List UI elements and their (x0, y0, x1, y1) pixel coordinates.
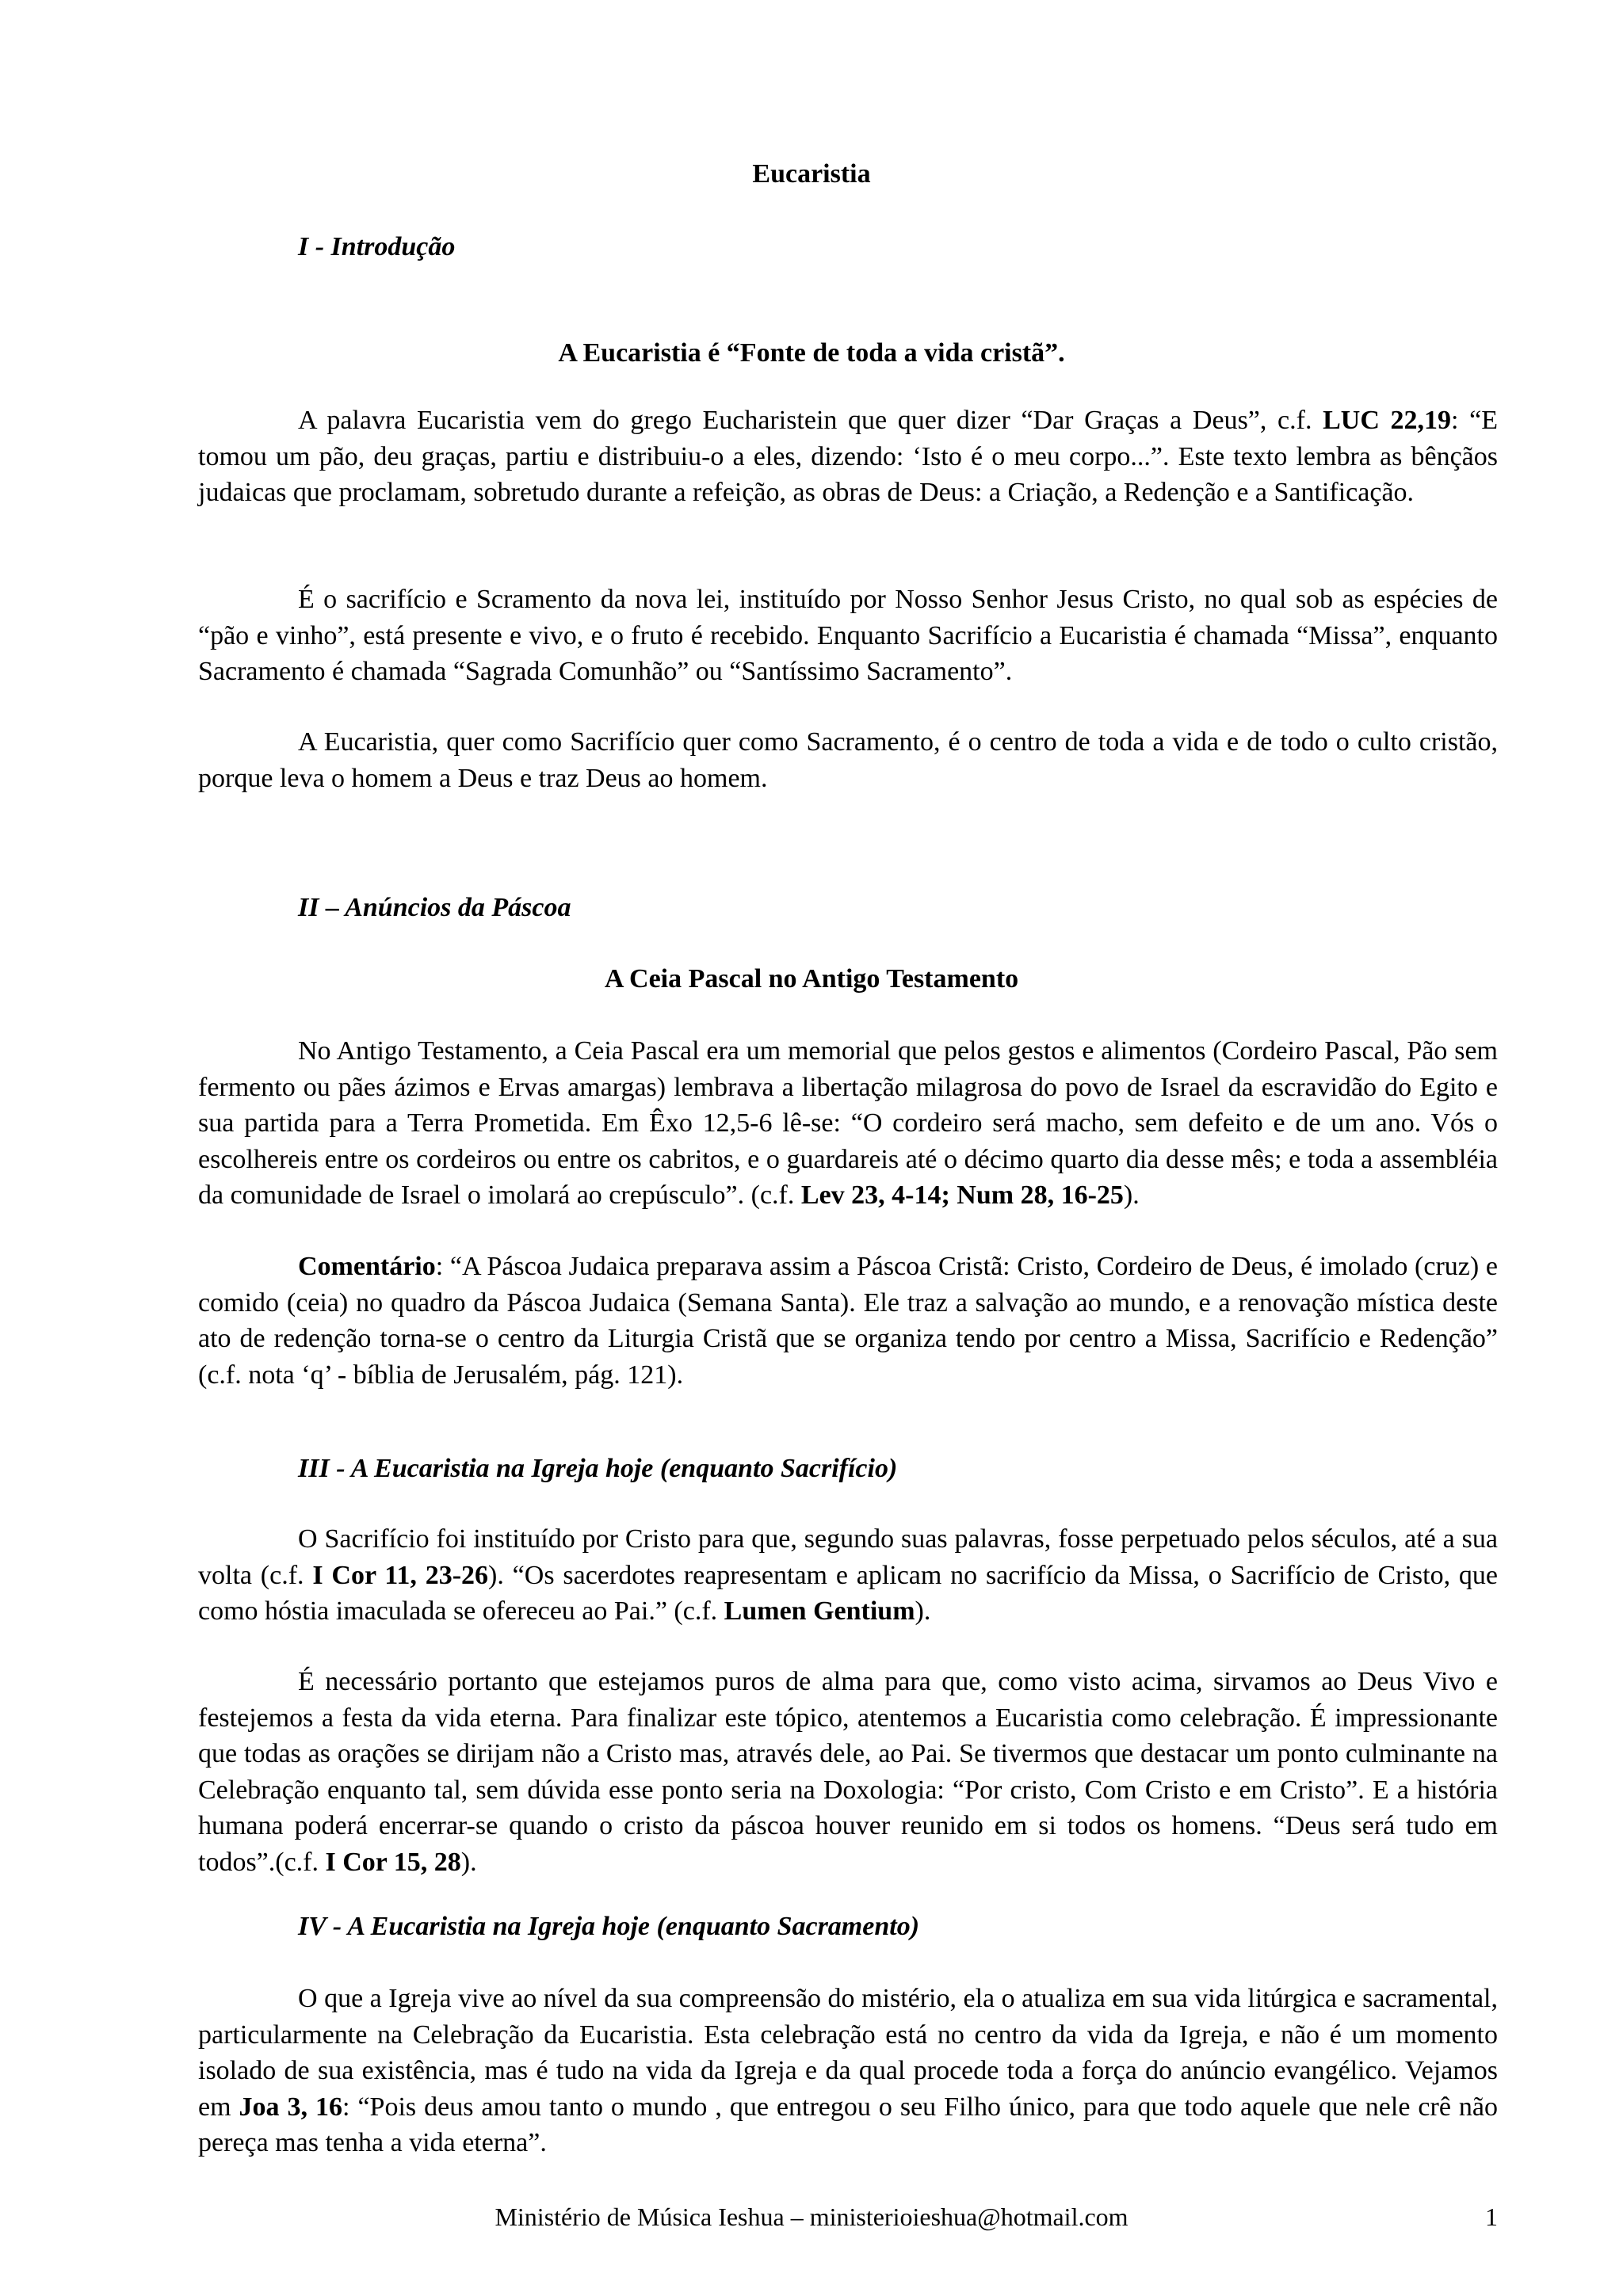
text-run: É necessário portanto que estejamos puros de alma para que, como visto acima, sirvamos ao Deus Vivo e festejemos a festa da vida eterna. Para finalizar este tópico, atentemos a Eucaristia como celebração. É impressionante que todas as orações se dirijam não a Cristo mas, através dele, ao Pai. Se tivermos que destacar um ponto culminante na Celebração enquanto tal, sem dúvida esse ponto seria na Doxologia: “Por cristo, Com Cristo e em Cristo”. E a história humana poderá encerrar-se quando o cristo da páscoa houver reunido em si todos os homens. “Deus será tudo em todos”.(c.f. (198, 1667, 1498, 1877)
section-subtitle-fonte: A Eucaristia é “Fonte de toda a vida cristã”. (558, 338, 1065, 368)
section-heading-sacrificio: III - A Eucaristia na Igreja hoje (enquanto Sacrifício) (298, 1454, 898, 1483)
bold-reference: I Cor 11, 23-26 (312, 1560, 489, 1590)
footer-text: Ministério de Música Ieshua – ministerioieshua@hotmail.com (495, 2203, 1128, 2231)
paragraph-introducao-2: É o sacrifício e Scramento da nova lei, instituído por Nosso Senhor Jesus Cristo, no qual sob as espécies de “pão e vinho”, está presente e vivo, e o fruto é recebido. Enquanto Sacrifício a Eucaristia é chamada “Missa”, enquanto Sacramento é chamada “Sagrada Comunhão” ou “Santíssimo Sacramento”. (198, 585, 1498, 686)
bold-reference: Lev 23, 4-14; Num 28, 16-25 (800, 1180, 1124, 1210)
section-heading-sacramento: IV - A Eucaristia na Igreja hoje (enquanto Sacramento) (298, 1912, 920, 1941)
bold-reference: I Cor 15, 28 (325, 1847, 461, 1877)
text-run: : “E tomou um pão, deu graças, partiu e distribuiu-o a eles, dizendo: ‘Isto é o meu corpo...”. Este texto lembra as bênçãos judaicas que proclamam, sobretudo durante a refeição, as obras de Deus: a Criação, a Redenção e a Santificação. (198, 406, 1498, 507)
paragraph-sacrificio-2 (198, 1664, 1498, 1880)
text-run: ). (1123, 1180, 1140, 1210)
bold-reference: Comentário (298, 1252, 436, 1281)
text-run: O Sacrifício foi instituído por Cristo para que, segundo suas palavras, fosse perpetuado pelos séculos, até a sua volta (c.f. (198, 1524, 1498, 1590)
paragraph-introducao-1 (198, 402, 1498, 511)
section-subtitle-ceia-pascal: A Ceia Pascal no Antigo Testamento (604, 964, 1019, 994)
paragraph-sacramento-1 (198, 1981, 1498, 2161)
paragraph-comentario (198, 1249, 1498, 1393)
text-run: O que a Igreja vive ao nível da sua compreensão do mistério, ela o atualiza em sua vida litúrgica e sacramental, particularmente na Celebração da Eucaristia. Esta celebração está no centro da vida da Igreja, e não é um momento isolado de sua existência, mas é tudo na vida da Igreja e da qual procede toda a força do anúncio evangélico. Vejamos em (198, 1984, 1498, 2122)
text-run: ). (460, 1847, 477, 1877)
paragraph-sacrificio-1 (198, 1521, 1498, 1630)
paragraph-ceia-pascal (198, 1033, 1498, 1214)
page-number: 1 (1485, 2203, 1498, 2231)
text-run: ). (915, 1596, 931, 1626)
text-run: A palavra Eucaristia vem do grego Eucharistein que quer dizer “Dar Graças a Deus”, c.f. (298, 406, 1323, 435)
text-run: No Antigo Testamento, a Ceia Pascal era um memorial que pelos gestos e alimentos (Cordeiro Pascal, Pão sem fermento ou pães ázimos e Ervas amargas) lembrava a libertação milagrosa do povo de Israel da escravidão do Egito e sua partida para a Terra Prometida. Em Êxo 12,5-6 lê-se: “O cordeiro será macho, sem defeito e de um ano. Vós o escolhereis entre os cordeiros ou entre os cabritos, e o guardareis até o décimo quarto dia desse mês; e toda a assembléia da comunidade de Israel o imolará ao crepúsculo”. (c.f. (198, 1036, 1498, 1210)
bold-reference: LUC 22,19 (1323, 406, 1452, 435)
text-run: ). “Os sacerdotes reapresentam e aplicam no sacrifício da Missa, o Sacrifício de Cristo, que como hóstia imaculada se ofereceu ao Pai.” (c.f. (198, 1560, 1498, 1626)
document-title: Eucaristia (752, 159, 871, 189)
paragraph-introducao-3: A Eucaristia, quer como Sacrifício quer como Sacramento, é o centro de toda a vida e de todo o culto cristão, porque leva o homem a Deus e traz Deus ao homem. (198, 727, 1498, 793)
text-run: : “Pois deus amou tanto o mundo , que entregou o seu Filho único, para que todo aquele que nele crê não pereça mas tenha a vida eterna”. (198, 2092, 1498, 2157)
bold-reference: Lumen Gentium (724, 1596, 915, 1626)
section-heading-anuncios: II – Anúncios da Páscoa (298, 893, 571, 922)
text-run: : “A Páscoa Judaica preparava assim a Páscoa Cristã: Cristo, Cordeiro de Deus, é imolado (cruz) e comido (ceia) no quadro da Páscoa Judaica (Semana Santa). Ele traz a salvação ao mundo, e a renovação mística deste ato de redenção torna-se o centro da Liturgia Cristã que se organiza tendo por centro a Missa, Sacrifício e Redenção” (c.f. nota ‘q’ - bíblia de Jerusalém, pág. 121). (198, 1252, 1498, 1390)
section-heading-introducao: I - Introdução (298, 232, 456, 261)
bold-reference: Joa 3, 16 (239, 2092, 343, 2122)
